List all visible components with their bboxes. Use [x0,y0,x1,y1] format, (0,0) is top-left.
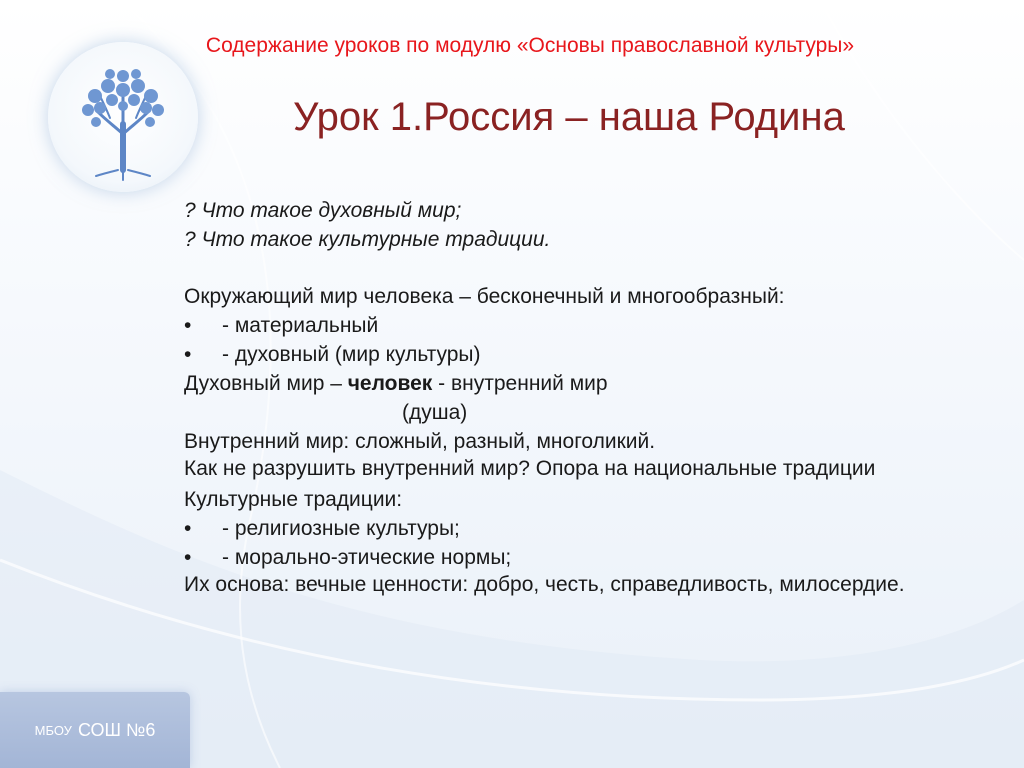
definition-bold-word: человек [347,372,433,395]
question-spiritual-world: ? Что такое духовный мир; [184,199,462,222]
list-item [184,543,954,572]
bullet-marker: • [184,343,192,366]
slide-content [184,196,954,601]
logo [48,42,198,192]
values-basis: Их основа: вечные ценности: добро, честь, справедливость, милосердие. [184,573,905,596]
footer-org-type: МБОУ [34,722,72,738]
list-item [184,340,954,369]
list-item-text: - морально-этические нормы; [222,546,512,569]
spacer [184,254,954,282]
list-item [184,514,954,543]
bullet-marker: • [184,546,192,569]
spiritual-world-definition [184,369,954,398]
tree-icon [48,42,198,192]
bullet-marker: • [184,517,192,540]
list-item-text: - материальный [222,314,379,337]
list-item [184,311,954,340]
header-title: Содержание уроков по модулю «Основы православной культуры» [205,34,855,57]
definition-prefix: Духовный мир – [184,372,348,395]
traditions-intro: Культурные традиции: [184,488,403,511]
question-cultural-traditions: ? Что такое культурные традиции. [184,228,551,251]
definition-suffix: - внутренний мир [432,372,608,395]
soul-note: (душа) [402,401,468,424]
inner-world-description: Внутренний мир: сложный, разный, многоликий. [184,430,656,453]
footer-organization-badge [0,692,190,768]
world-intro: Окружающий мир человека – бесконечный и многообразный: [184,285,785,308]
bullet-marker: • [184,314,192,337]
slide-title: Урок 1.Россия – наша Родина [293,95,845,139]
footer-org-name: СОШ №6 [77,719,156,740]
preserve-question: Как не разрушить внутренний мир? Опора на национальные традиции [184,457,876,480]
list-item-text: - религиозные культуры; [222,517,460,540]
list-item-text: - духовный (мир культуры) [222,343,481,366]
